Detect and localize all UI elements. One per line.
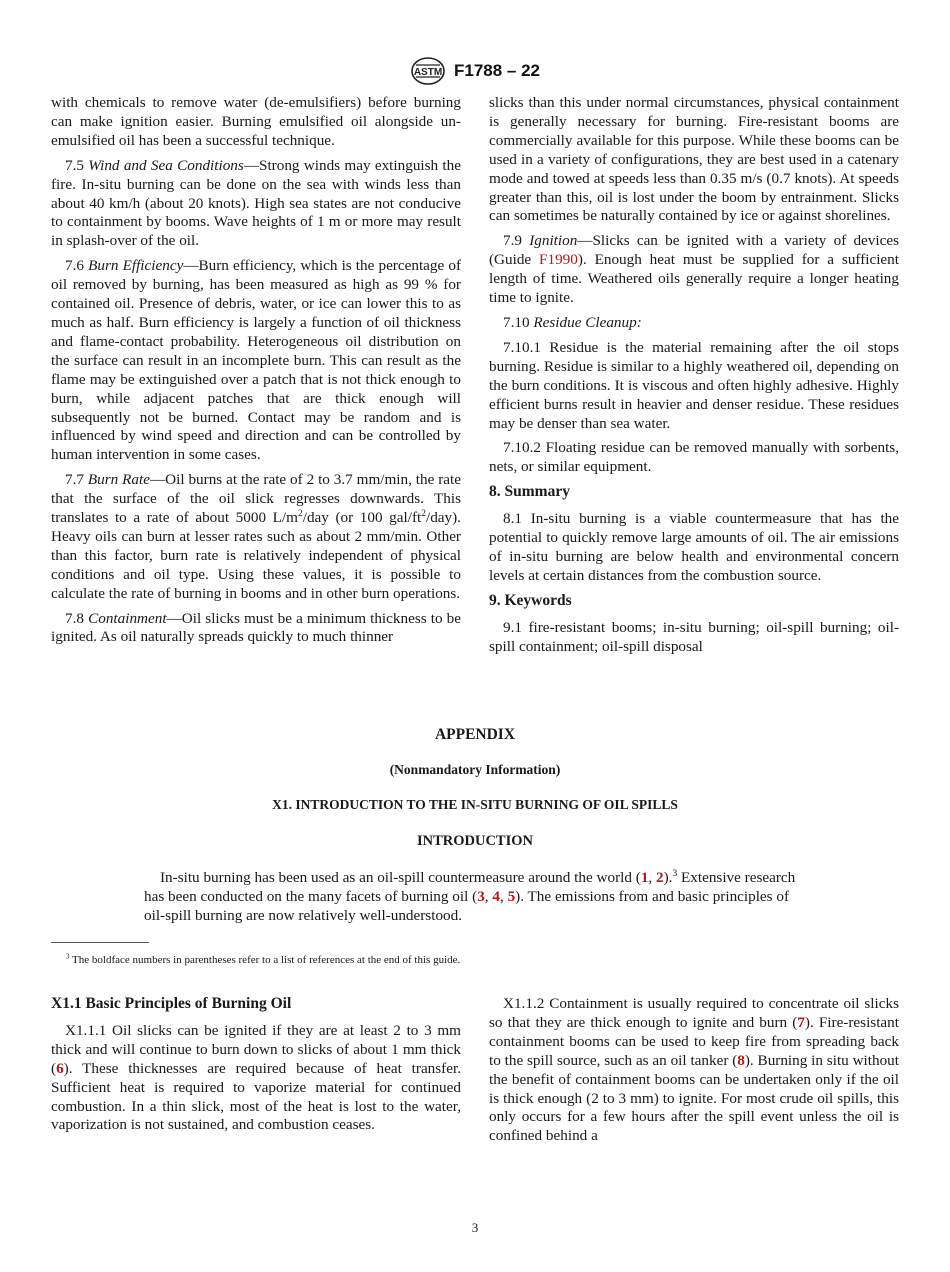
guide-f1990-link[interactable]: F1990 — [539, 251, 578, 269]
section-x1-1-2: X1.1.2 Containment is usually required to concentrate oil slicks so that they are thick enough to ignite and burn (7). Fire-resistant containment booms can be used to keep fire from spreading back to the spill source, such as an oil tanker (8). Burning in situ without the benefit of containment booms can be undertaken only if the oil is thick enough (2 to 3 mm) to ignite. For most crude oil spills, this only occurs for a few hours after the spill event unless the oil is confined behind a — [489, 995, 899, 1145]
top-left-column — [51, 94, 461, 653]
footnote-mark: 3 — [672, 868, 678, 879]
reference-link[interactable]: 5 — [507, 888, 516, 905]
section-8-heading: 8. Summary — [489, 483, 570, 501]
bottom-right-column — [489, 995, 899, 1152]
top-right-column — [489, 94, 899, 662]
reference-link[interactable]: 7 — [797, 1013, 805, 1031]
x1-title: X1. INTRODUCTION TO THE IN-SITU BURNING OF OIL SPILLS — [272, 797, 678, 812]
section-8-1: 8.1 In-situ burning is a viable countermeasure that has the potential to quickly remove large amounts of oil. The air emissions of in-situ burning are below health and environmental concern levels at certain distances from the combustion source. — [489, 510, 899, 584]
introduction-title: INTRODUCTION — [416, 833, 533, 849]
section-7-7: 7.7 Burn Rate—Oil burns at the rate of 2 to 3.7 mm/min, the rate that the surface of the oil slick regresses downwards. This translates to a rate of about 5000 $L/m^2$/day (or 100 gal/$ft^2/day$). Heavy oils can burn at lesser rates such as about 2 mm/min. Other than this factor, burn rate is relatively independent of physical conditions and oil type. Using these values, it is possible to calculate the rate of burning in booms and in other burn operations. — [51, 471, 461, 602]
section-7-5: 7.5 Wind and Sea Conditions—Strong winds may extinguish the fire. In-situ burning can be done on the sea with winds less than about 40 km/h (about 20 knots). High sea states are not conducive to containment by booms. Wave heights of 1 m or more may result in splash-over of the oil. — [51, 156, 461, 250]
astm-logo-icon — [410, 56, 446, 86]
bottom-left-column — [51, 995, 461, 1141]
section-7-10: 7.10 Residue Cleanup: — [503, 313, 642, 331]
reference-link[interactable]: 2 — [656, 869, 664, 886]
x1-1-heading: X1.1 Basic Principles of Burning Oil — [51, 995, 292, 1012]
appendix-subtitle: (Nonmandatory Information) — [389, 762, 561, 777]
introduction-text: In-situ burning has been used as an oil-spill countermeasure around the world (1, 2).$^3$ Extensive research has been conducted on the many facets of burning oil (3, 4, 5). The emissions from and basic principles of oil-spill burning are now relatively well-understood. — [144, 868, 796, 924]
reference-link[interactable]: 6 — [56, 1059, 64, 1077]
page-header — [0, 56, 950, 86]
standard-designation: F1788 – 22 — [453, 61, 540, 80]
section-7-9: 7.9 Ignition—Slicks can be ignited with a variety of devices (Guide F1990). Enough heat must be supplied for a sufficient length of time. Weathered oils generally require a longer heating time to ignite. — [489, 232, 900, 307]
section-9-1: 9.1 fire-resistant booms; in-situ burning; oil-spill burning; oil-spill containment; oil-spill disposal — [489, 618, 899, 655]
paragraph-continuation: slicks than this under normal circumstances, physical containment is generally necessary for burning. Fire-resistant booms are commercially available for this purpose. While these booms can be used in a variety of configurations, they are best used in a catenary mode and towed at speeds less than 0.35 m/s (0.7 knots). At speeds greater than this, oil is lost under the boom by entrainment. Slicks can sometimes be naturally contained by ice or against shorelines. — [489, 94, 899, 225]
svg-text:ASTM: ASTM — [413, 67, 443, 78]
page-number: 3 — [471, 1220, 479, 1235]
appendix-title: APPENDIX — [434, 726, 516, 743]
reference-link[interactable]: 4 — [492, 888, 500, 905]
footnote-divider — [51, 942, 149, 943]
section-7-10-2: 7.10.2 Floating residue can be removed manually with sorbents, nets, or similar equipment. — [489, 439, 899, 476]
footnote: $^3$ The boldface numbers in parentheses refer to a list of references at the end of this guide. — [66, 952, 461, 966]
section-7-8: 7.8 Containment—Oil slicks must be a minimum thickness to be ignited. As oil naturally spreads quickly to much thinner — [51, 609, 462, 646]
paragraph-continuation: with chemicals to remove water (de-emulsifiers) before burning can make ignition easier. Burning emulsified oil alongside un-emulsified oil has been a successful technique. — [51, 94, 461, 149]
reference-link[interactable]: 3 — [477, 888, 485, 905]
section-7-6: 7.6 Burn Efficiency—Burn efficiency, which is the percentage of oil removed by burning, has been measured as high as 99 % for contained oil. Presence of debris, water, or ice can lower this to as much as half. Burn efficiency is largely a function of oil thickness and flame-contact probability. Heterogeneous oil distribution on the surface can result in an incomplete burn. This can result as the flame may be extinguished over a patch that is not thick enough to burn, while adjacent patches that are thick enough will subsequently not be burned. Contact may be random and is influenced by wind speed and direction and can be controlled by human intervention in some cases. — [51, 257, 461, 464]
section-9-heading: 9. Keywords — [489, 591, 572, 609]
section-7-10-1: 7.10.1 Residue is the material remaining after the oil stops burning. Residue is similar to a highly weathered oil, depending on the burn conditions. It is viscous and often highly adhesive. Highly efficient burns result in heavier and denser residue. These residues may be denser than sea water. — [489, 338, 899, 432]
reference-link[interactable]: 1 — [640, 869, 649, 886]
section-x1-1-1: X1.1.1 Oil slicks can be ignited if they are at least 2 to 3 mm thick and will continue to burn down to slicks of about 1 mm thick (6). These thicknesses are required because of heat transfer. Sufficient heat is required to vaporize material for continued combustion. In a thin slick, most of the heat is lost to the water, vaporization is not sustained, and combustion ceases. — [51, 1021, 461, 1134]
reference-link[interactable]: 8 — [737, 1051, 745, 1069]
